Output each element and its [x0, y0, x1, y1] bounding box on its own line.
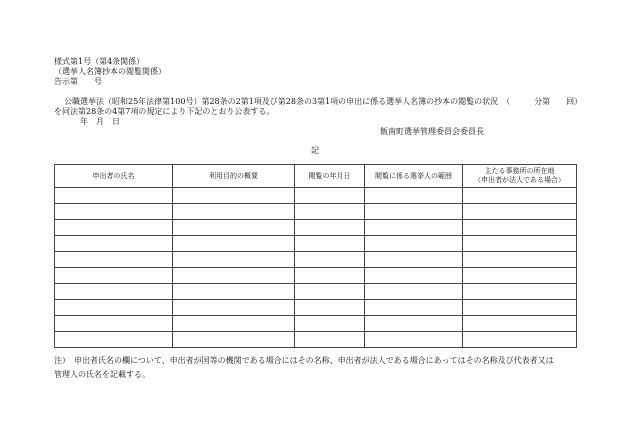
table-cell [295, 332, 365, 348]
table-cell [173, 332, 295, 348]
table-row [55, 268, 577, 284]
table-cell [173, 236, 295, 252]
date-line: 年 月 日 [80, 117, 120, 126]
table-cell [173, 188, 295, 204]
table-cell [295, 316, 365, 332]
table-cell [463, 300, 577, 316]
table-cell [463, 220, 577, 236]
table-row [55, 204, 577, 220]
table-cell [463, 268, 577, 284]
table-cell [365, 204, 463, 220]
table-header-row [55, 165, 577, 188]
column-header: 閲覧の年月日 [295, 165, 365, 188]
table-cell [365, 236, 463, 252]
table-cell [173, 316, 295, 332]
table-cell [55, 300, 173, 316]
note-line1: 注） 申出者氏名の欄について、申出者が国等の機関である場合にはその名称、申出者が法人である場合にあってはその名称及び代表者又は [54, 356, 554, 365]
table-cell [173, 300, 295, 316]
disclosure-table [54, 164, 577, 348]
column-header: 主たる事務所の所在地 （申出者が法人である場合） [463, 165, 577, 188]
table-cell [55, 236, 173, 252]
column-header: 申出者の氏名 [55, 165, 173, 188]
table-cell [365, 252, 463, 268]
table-row [55, 252, 577, 268]
table-cell [295, 252, 365, 268]
table-cell [365, 220, 463, 236]
table-cell [295, 188, 365, 204]
form-subtitle: （選挙人名簿抄本の閲覧関係） [54, 67, 166, 76]
table-cell [295, 284, 365, 300]
table-cell [55, 268, 173, 284]
table-row [55, 300, 577, 316]
column-header: 利用目的の概要 [173, 165, 295, 188]
table-cell [295, 236, 365, 252]
table-cell [365, 188, 463, 204]
table-cell [463, 332, 577, 348]
table-row [55, 236, 577, 252]
table-cell [173, 284, 295, 300]
table-row [55, 188, 577, 204]
ki-heading: 記 [311, 146, 319, 155]
table-cell [55, 188, 173, 204]
note-line2: 管理人の氏名を記載する。 [54, 370, 150, 379]
table-row [55, 284, 577, 300]
body-text-line1: 公職選挙法（昭和25年法律第100号）第28条の2第1項及び第28条の3第1項の申出に係る選挙人名簿の抄本の閲覧の状況 （ 分第 回） [64, 97, 583, 106]
table-cell [173, 204, 295, 220]
table-cell [55, 204, 173, 220]
table-cell [55, 252, 173, 268]
table-cell [463, 236, 577, 252]
column-header: 閲覧に係る選挙人の範囲 [365, 165, 463, 188]
table-cell [295, 300, 365, 316]
table-cell [365, 300, 463, 316]
table-cell [55, 332, 173, 348]
table-cell [295, 220, 365, 236]
table-cell [173, 220, 295, 236]
table-cell [463, 316, 577, 332]
form-number: 様式第1号（第4条関係） [54, 57, 145, 66]
table-cell [365, 316, 463, 332]
table-cell [365, 268, 463, 284]
notice-number: 告示第 号 [54, 77, 102, 86]
table-cell [173, 252, 295, 268]
table-cell [463, 284, 577, 300]
table-cell [463, 188, 577, 204]
body-text-line2: を同法第28条の4第7項の規定により下記のとおり公表する。 [54, 107, 275, 116]
table-cell [295, 268, 365, 284]
table-cell [173, 268, 295, 284]
table-row [55, 220, 577, 236]
table-cell [365, 284, 463, 300]
table-cell [55, 284, 173, 300]
table-cell [365, 332, 463, 348]
table-row [55, 332, 577, 348]
table-cell [463, 252, 577, 268]
signatory: 飯南町選挙管理委員会委員長 [380, 127, 484, 136]
table-cell [55, 316, 173, 332]
table-cell [55, 220, 173, 236]
table-cell [463, 204, 577, 220]
table-row [55, 316, 577, 332]
table-cell [295, 204, 365, 220]
